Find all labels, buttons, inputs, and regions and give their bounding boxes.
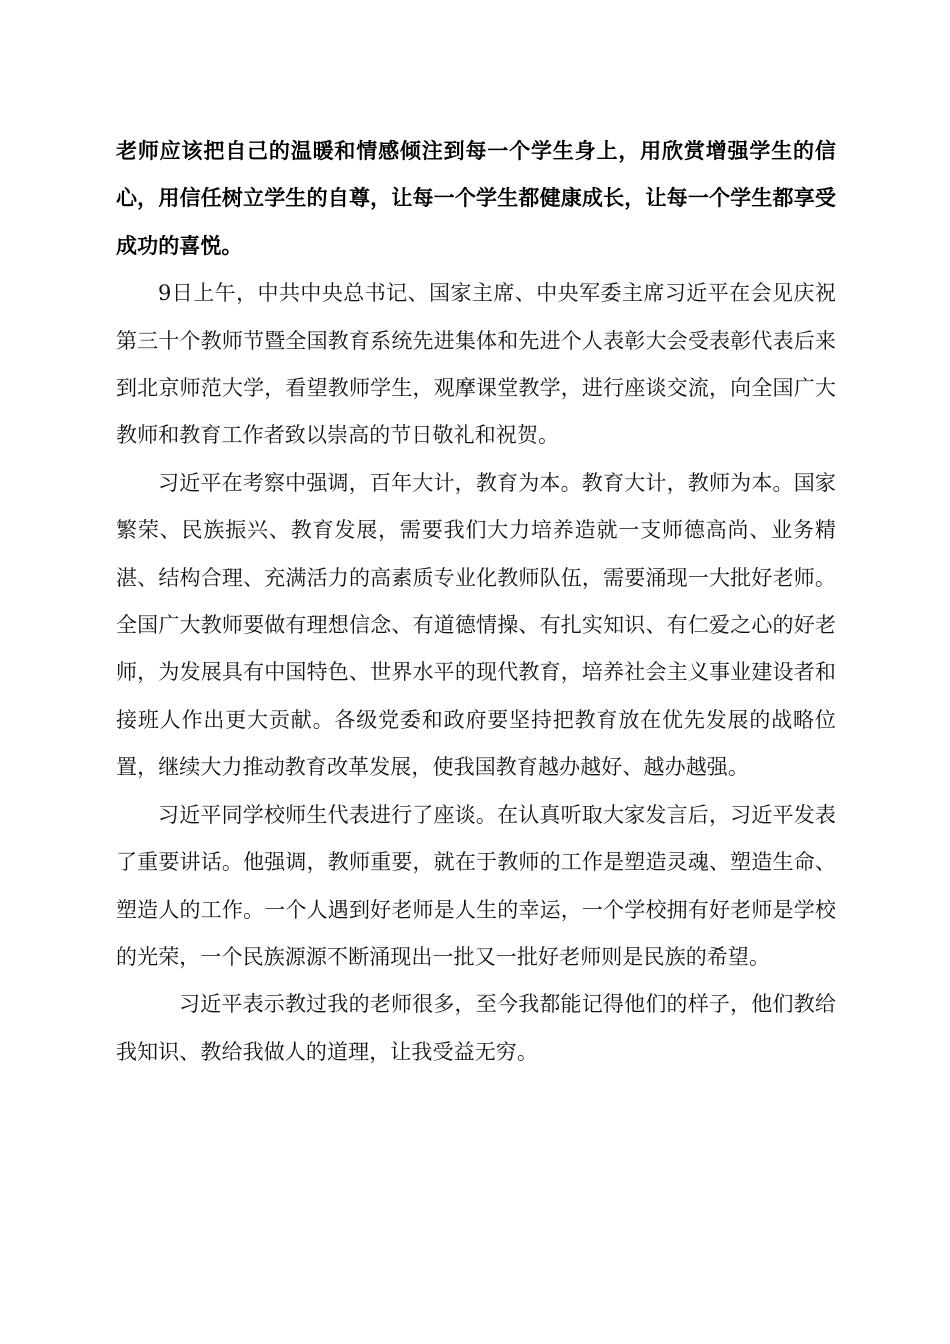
paragraph-memory: 习近平表示教过我的老师很多，至今我都能记得他们的样子，他们教给我知识、教给我做人的道理，让我受益无穷。 <box>116 992 836 1064</box>
paragraph-visit: 9日上午，中共中央总书记、国家主席、中央军委主席习近平在会见庆祝第三十个教师节暨全国教育系统先进集体和先进个人表彰大会受表彰代表后来到北京师范大学，看望教师学生，观摩课堂教学，进行座谈交流，向全国广大教师和教育工作者致以崇高的节日敬礼和祝贺。 <box>116 281 836 448</box>
paragraph-emphasis: 习近平在考察中强调，百年大计，教育为本。教育大计，教师为本。国家繁荣、民族振兴、教育发展，需要我们大力培养造就一支师德高尚、业务精湛、结构合理、充满活力的高素质专业化教师队伍，需要涌现一大批好老师。全国广大教师要做有理想信念、有道德情操、有扎实知识、有仁爱之心的好老师，为发展具有中国特色、世界水平的现代教育，培养社会主义事业建设者和接班人作出更大贡献。各级党委和政府要坚持把教育放在优先发展的战略位置，继续大力推动教育改革发展，使我国教育越办越好、越办越强。 <box>116 470 836 780</box>
article-body <box>116 128 836 1076</box>
paragraph-forum: 习近平同学校师生代表进行了座谈。在认真听取大家发言后，习近平发表了重要讲话。他强调，教师重要，就在于教师的工作是塑造灵魂、塑造生命、塑造人的工作。一个人遇到好老师是人生的幸运，一个学校拥有好老师是学校的光荣，一个民族源源不断涌现出一批又一批好老师则是民族的希望。 <box>116 802 836 969</box>
intro-bold-paragraph: 老师应该把自己的温暖和情感倾注到每一个学生身上，用欣赏增强学生的信心，用信任树立学生的自尊，让每一个学生都健康成长，让每一个学生都享受成功的喜悦。 <box>116 139 836 258</box>
